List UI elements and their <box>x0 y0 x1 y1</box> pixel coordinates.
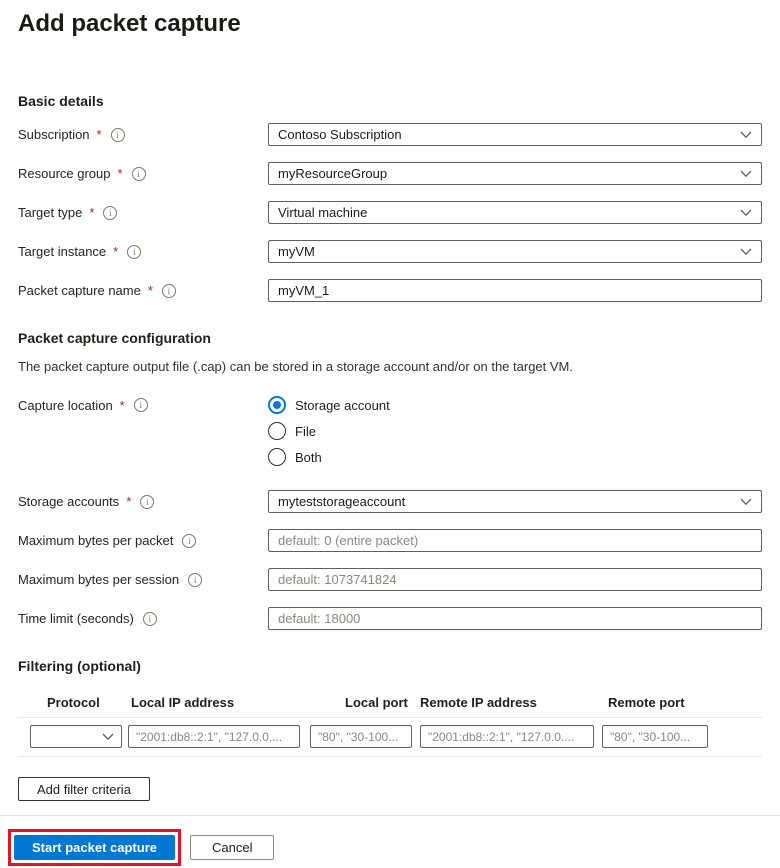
capture-location-radio-group <box>268 396 390 466</box>
radio-file[interactable] <box>268 422 390 440</box>
required-asterisk: * <box>89 205 95 220</box>
target-type-label-text: Target type <box>18 205 83 220</box>
target-instance-value: myVM <box>278 244 315 259</box>
resource-group-select[interactable] <box>268 162 762 185</box>
required-asterisk: * <box>147 283 153 298</box>
start-packet-capture-button[interactable]: Start packet capture <box>14 835 175 860</box>
capture-name-control <box>268 279 762 302</box>
radio-icon <box>268 396 286 414</box>
column-header-protocol: Protocol <box>47 695 100 710</box>
filter-table-headers <box>18 695 762 710</box>
capture-name-row <box>18 279 762 302</box>
column-header-local-port: Local port <box>345 695 408 710</box>
storage-accounts-control <box>268 490 762 513</box>
remote-ip-input[interactable] <box>420 725 594 748</box>
storage-accounts-select[interactable] <box>268 490 762 513</box>
capture-name-input[interactable] <box>268 279 762 302</box>
max-bytes-packet-row <box>18 529 762 552</box>
target-instance-select[interactable] <box>268 240 762 263</box>
target-instance-control <box>268 240 762 263</box>
cancel-button[interactable]: Cancel <box>190 835 274 860</box>
max-bytes-packet-label-text: Maximum bytes per packet <box>18 533 174 548</box>
config-heading: Packet capture configuration <box>18 330 211 346</box>
target-instance-label-text: Target instance <box>18 244 107 259</box>
column-header-remote-port: Remote port <box>608 695 685 710</box>
target-type-value: Virtual machine <box>278 205 368 220</box>
max-bytes-packet-control <box>268 529 762 552</box>
protocol-control <box>30 725 122 748</box>
basic-details-heading: Basic details <box>18 93 104 109</box>
subscription-control <box>268 123 762 146</box>
time-limit-input[interactable] <box>268 607 762 630</box>
resource-group-label <box>18 166 268 181</box>
column-header-local-ip: Local IP address <box>131 695 235 710</box>
protocol-select[interactable] <box>30 725 122 748</box>
info-icon[interactable]: i <box>140 495 154 509</box>
radio-icon <box>268 422 286 440</box>
annotation-highlight-box <box>8 829 181 866</box>
storage-accounts-label <box>18 494 268 509</box>
page-title: Add packet capture <box>18 10 241 37</box>
capture-location-label <box>18 396 268 414</box>
capture-location-label-text: Capture location <box>18 397 113 413</box>
capture-name-label-text: Packet capture name <box>18 283 141 298</box>
resource-group-label-text: Resource group <box>18 166 111 181</box>
filter-row <box>18 725 762 748</box>
max-bytes-packet-label <box>18 533 268 548</box>
subscription-label-text: Subscription <box>18 127 90 142</box>
max-bytes-session-control <box>268 568 762 591</box>
info-icon[interactable]: i <box>188 573 202 587</box>
filter-table <box>18 695 762 757</box>
target-instance-label <box>18 244 268 259</box>
footer-divider <box>0 815 780 816</box>
time-limit-label <box>18 611 268 626</box>
capture-location-row <box>18 396 762 466</box>
resource-group-row <box>18 162 762 185</box>
remote-port-input[interactable] <box>602 725 708 748</box>
local-ip-input[interactable] <box>128 725 300 748</box>
info-icon[interactable]: i <box>127 245 141 259</box>
info-icon[interactable]: i <box>182 534 196 548</box>
radio-storage-account[interactable] <box>268 396 390 414</box>
required-asterisk: * <box>119 397 125 413</box>
info-icon[interactable]: i <box>134 398 148 412</box>
table-divider <box>18 717 762 718</box>
required-asterisk: * <box>113 244 119 259</box>
info-icon[interactable]: i <box>111 128 125 142</box>
column-header-remote-ip: Remote IP address <box>420 695 537 710</box>
time-limit-control <box>268 607 762 630</box>
table-divider <box>18 756 762 757</box>
footer-actions <box>18 829 762 866</box>
target-type-row <box>18 201 762 224</box>
time-limit-label-text: Time limit (seconds) <box>18 611 134 626</box>
radio-both-label: Both <box>295 449 322 465</box>
target-instance-row <box>18 240 762 263</box>
resource-group-value: myResourceGroup <box>278 166 388 181</box>
config-description: The packet capture output file (.cap) can be stored in a storage account and/or on the target VM. <box>18 359 573 374</box>
required-asterisk: * <box>117 166 123 181</box>
radio-file-label: File <box>295 423 316 439</box>
add-filter-criteria-button[interactable]: Add filter criteria <box>18 777 150 801</box>
info-icon[interactable]: i <box>143 612 157 626</box>
info-icon[interactable]: i <box>132 167 146 181</box>
target-type-control <box>268 201 762 224</box>
required-asterisk: * <box>126 494 132 509</box>
required-asterisk: * <box>96 127 102 142</box>
storage-accounts-row <box>18 490 762 513</box>
resource-group-control <box>268 162 762 185</box>
max-bytes-session-row <box>18 568 762 591</box>
radio-icon <box>268 448 286 466</box>
radio-storage-account-label: Storage account <box>295 397 390 413</box>
subscription-row <box>18 123 762 146</box>
local-port-input[interactable] <box>310 725 412 748</box>
info-icon[interactable]: i <box>103 206 117 220</box>
capture-name-label <box>18 283 268 298</box>
max-bytes-session-input[interactable] <box>268 568 762 591</box>
storage-accounts-label-text: Storage accounts <box>18 494 120 509</box>
filtering-heading: Filtering (optional) <box>18 658 141 674</box>
max-bytes-packet-input[interactable] <box>268 529 762 552</box>
max-bytes-session-label-text: Maximum bytes per session <box>18 572 180 587</box>
target-type-select[interactable] <box>268 201 762 224</box>
radio-both[interactable] <box>268 448 390 466</box>
subscription-select[interactable] <box>268 123 762 146</box>
subscription-value: Contoso Subscription <box>278 127 402 142</box>
subscription-label <box>18 127 268 142</box>
info-icon[interactable]: i <box>162 284 176 298</box>
storage-accounts-value: myteststorageaccount <box>278 494 406 509</box>
time-limit-row <box>18 607 762 630</box>
target-type-label <box>18 205 268 220</box>
max-bytes-session-label <box>18 572 268 587</box>
